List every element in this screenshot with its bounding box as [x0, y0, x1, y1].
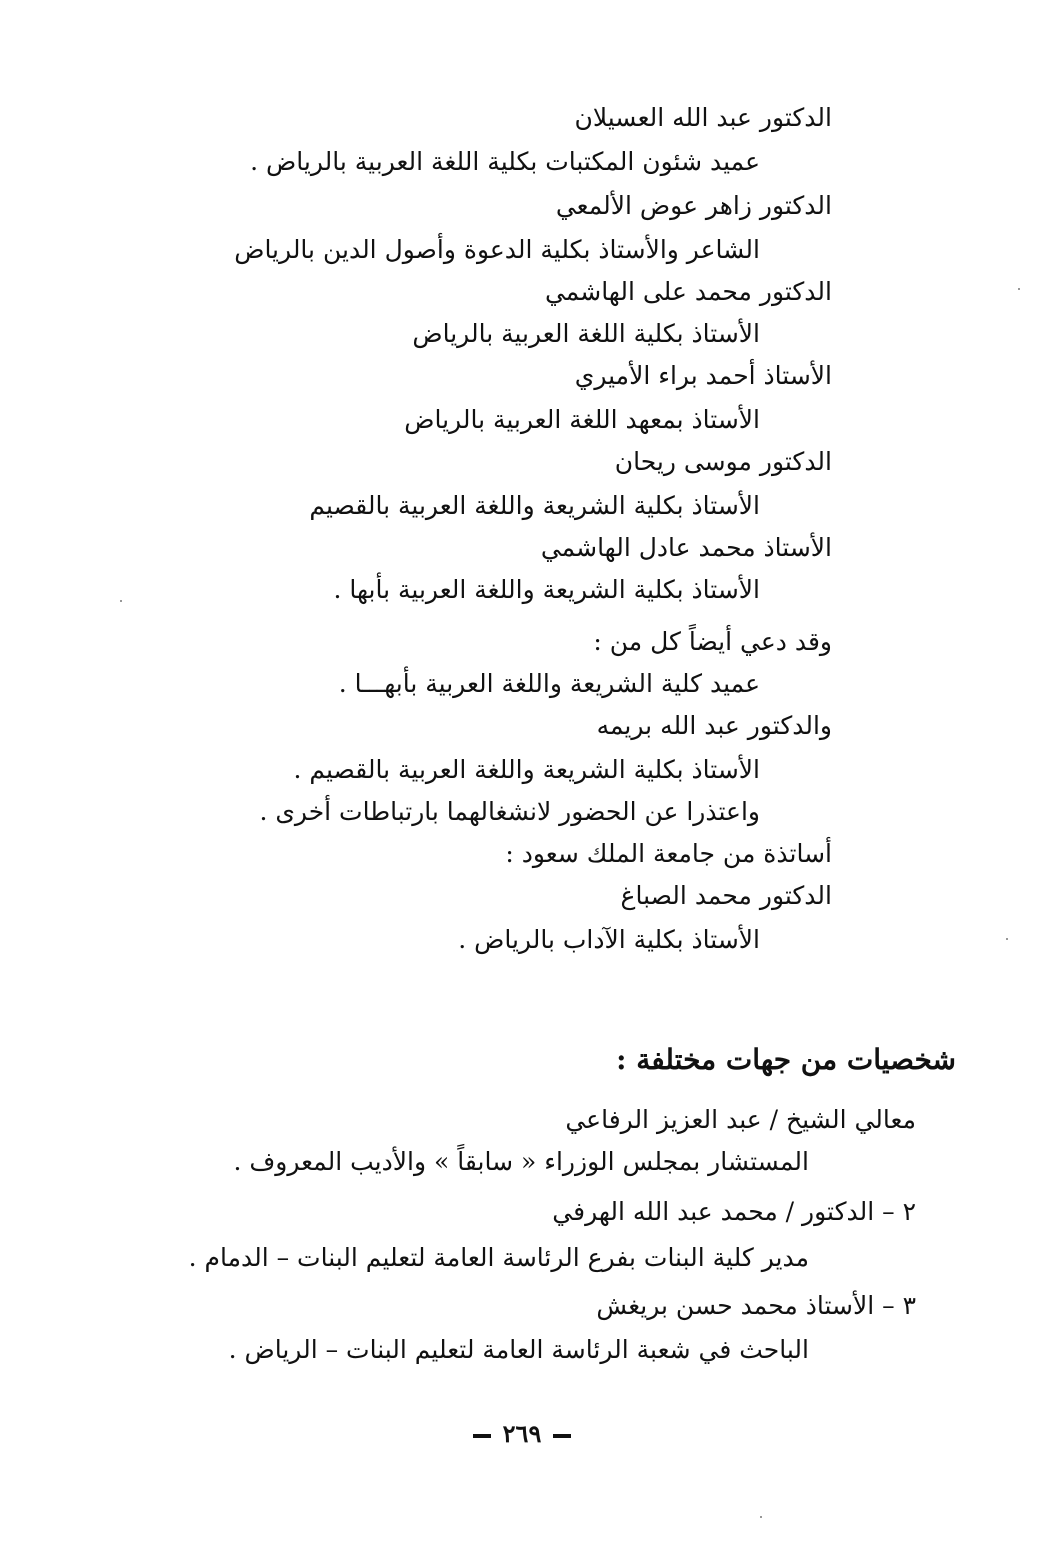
text-line: واعتذرا عن الحضور لانشغالهما بارتباطات أخرى .: [259, 797, 760, 826]
footer-dash-right: [553, 1434, 571, 1438]
text-line: الدكتور محمد الصباغ: [620, 881, 832, 910]
text-line: الأستاذ بمعهد اللغة العربية بالرياض: [404, 405, 760, 434]
text-line: ٢ – الدكتور / محمد عبد الله الهرفي: [552, 1197, 916, 1226]
text-line: الأستاذ بكلية اللغة العربية بالرياض: [412, 319, 760, 348]
scan-speck: [1018, 288, 1020, 290]
text-line: الأستاذ بكلية الآداب بالرياض .: [458, 925, 760, 954]
text-line: وقد دعي أيضاً كل من :: [593, 627, 832, 656]
text-line: الدكتور عبد الله العسيلان: [574, 103, 832, 132]
text-line: الدكتور زاهر عوض الألمعي: [555, 191, 832, 220]
text-line: الأستاذ محمد عادل الهاشمي: [540, 533, 832, 562]
text-line: أساتذة من جامعة الملك سعود :: [505, 839, 832, 868]
scan-speck: [760, 1516, 762, 1518]
text-line: عميد كلية الشريعة واللغة العربية بأبهـــا .: [338, 669, 760, 698]
text-line: الأستاذ بكلية الشريعة واللغة العربية بالقصيم: [309, 491, 760, 520]
text-line: ٣ – الأستاذ محمد حسن بريغش: [596, 1291, 916, 1320]
text-line: معالي الشيخ / عبد العزيز الرفاعي: [565, 1105, 916, 1134]
scan-speck: [1006, 938, 1008, 940]
text-line: والدكتور عبد الله بريمه: [596, 711, 832, 740]
footer-dash-left: [473, 1434, 491, 1438]
section-heading: شخصيات من جهات مختلفة :: [616, 1043, 956, 1076]
text-line: عميد شئون المكتبات بكلية اللغة العربية بالرياض .: [250, 147, 760, 176]
text-line: الباحث في شعبة الرئاسة العامة لتعليم البنات – الرياض .: [228, 1335, 809, 1364]
text-line: الشاعر والأستاذ بكلية الدعوة وأصول الدين بالرياض: [234, 235, 760, 264]
page-footer: [0, 1416, 1044, 1452]
text-line: الأستاذ بكلية الشريعة واللغة العربية بأبها .: [333, 575, 760, 604]
page-number: ٢٦٩: [502, 1419, 542, 1448]
scan-speck: [120, 600, 122, 602]
text-line: المستشار بمجلس الوزراء « سابقاً » والأديب المعروف .: [233, 1147, 809, 1176]
text-line: الأستاذ بكلية الشريعة واللغة العربية بالقصيم .: [293, 755, 760, 784]
text-line: مدير كلية البنات بفرع الرئاسة العامة لتعليم البنات – الدمام .: [188, 1243, 809, 1272]
text-line: الدكتور محمد على الهاشمي: [544, 277, 832, 306]
text-line: الأستاذ أحمد براء الأميري: [574, 361, 832, 390]
text-line: الدكتور موسى ريحان: [614, 447, 832, 476]
